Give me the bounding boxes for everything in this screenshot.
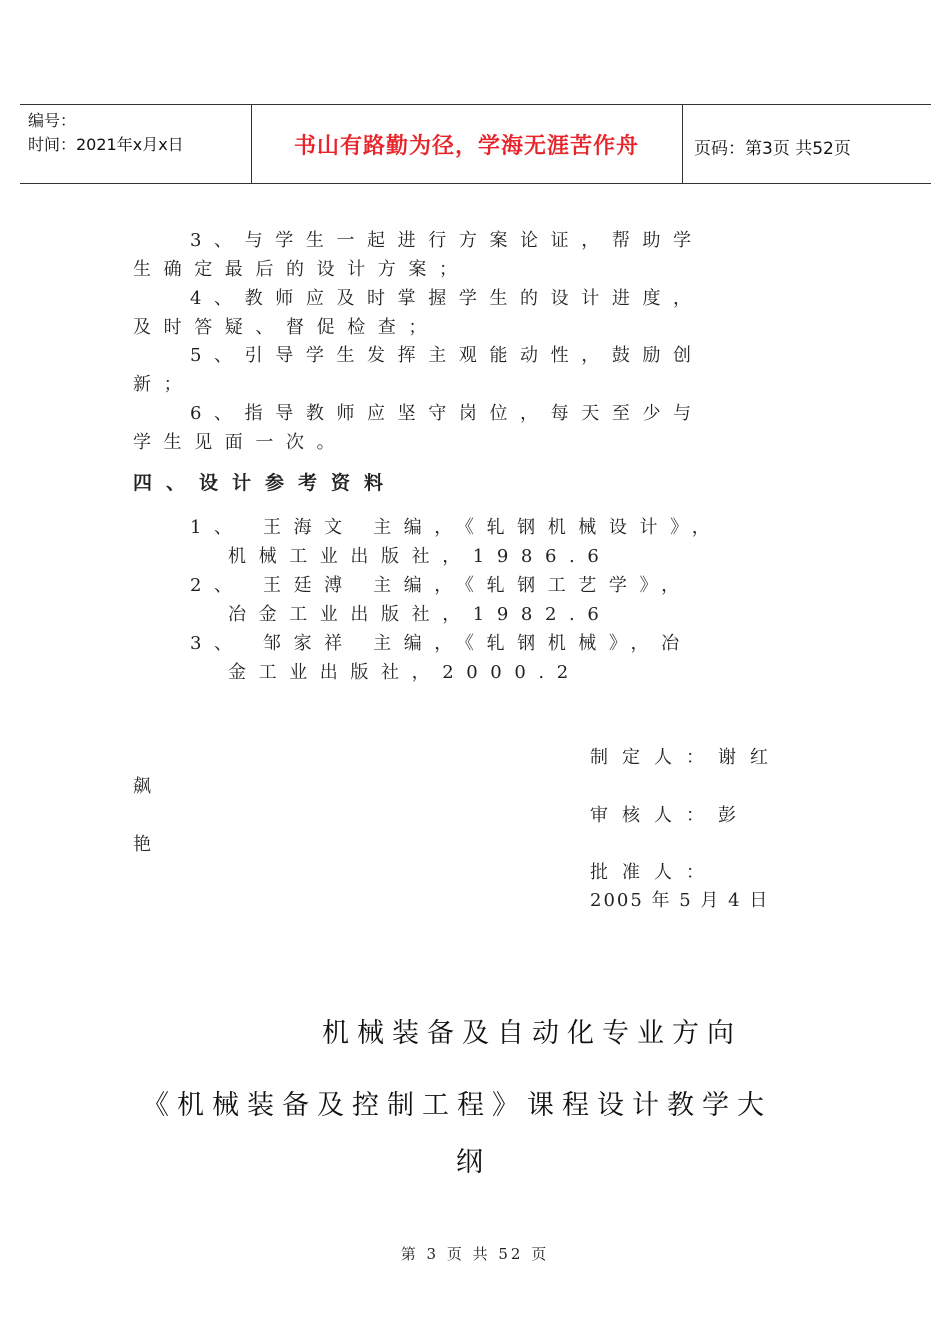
reference-line: 2、 王廷溥 主编，《轧钢工艺学》，	[190, 575, 692, 596]
page-footer: 第 3 页 共 52 页	[400, 1245, 550, 1263]
guidance-item-line: 4、教师应及时掌握学生的设计进度，	[190, 288, 704, 309]
signature-reviewer-tail: 艳	[133, 834, 165, 855]
guidance-item-line: 3、与学生一起进行方案论证，帮助学	[190, 230, 704, 251]
signature-maker-tail: 飙	[133, 776, 165, 797]
header-meta	[28, 109, 184, 157]
reference-line: 金工业出版社，2000.2	[228, 662, 581, 683]
header-motto: 书山有路勤为径，学海无涯苦作舟	[293, 134, 639, 159]
guidance-item-line: 5、引导学生发挥主观能动性，鼓励创	[190, 345, 704, 366]
syllabus-title-line: 纲	[456, 1147, 491, 1178]
reference-line: 1、 王海文 主编，《轧钢机械设计》，	[190, 517, 723, 538]
guidance-item-line: 及时答疑、督促检查；	[133, 317, 439, 338]
guidance-item-line: 学生见面一次。	[133, 432, 348, 453]
reference-line: 冶金工业出版社，1982.6	[228, 604, 612, 625]
time-label: 时间：2021年x月x日	[28, 135, 184, 154]
syllabus-title-line: 机械装备及自动化专业方向	[322, 1018, 742, 1049]
header-divider	[682, 105, 683, 183]
guidance-item-line: 新；	[133, 374, 195, 395]
guidance-item-line: 生确定最后的设计方案；	[133, 259, 470, 280]
header-page-number: 页码：第3页 共52页	[694, 139, 851, 159]
reference-line: 3、 邹家祥 主编，《轧钢机械》，冶	[190, 633, 692, 654]
page-header	[20, 104, 931, 184]
syllabus-title-line: 《机械装备及控制工程》课程设计教学大	[142, 1090, 772, 1121]
reference-line: 机械工业出版社，1986.6	[228, 546, 612, 567]
signature-maker: 制定人：谢红	[590, 747, 782, 768]
signature-reviewer: 审核人：彭	[590, 805, 750, 826]
signature-approver: 批准人：	[590, 862, 718, 883]
guidance-item-line: 6、指导教师应坚守岗位，每天至少与	[190, 403, 704, 424]
section-heading: 四、设计参考资料	[133, 472, 398, 494]
code-label: 编号：	[28, 111, 77, 130]
signature-date: 2005 年 5 月 4 日	[590, 890, 770, 911]
